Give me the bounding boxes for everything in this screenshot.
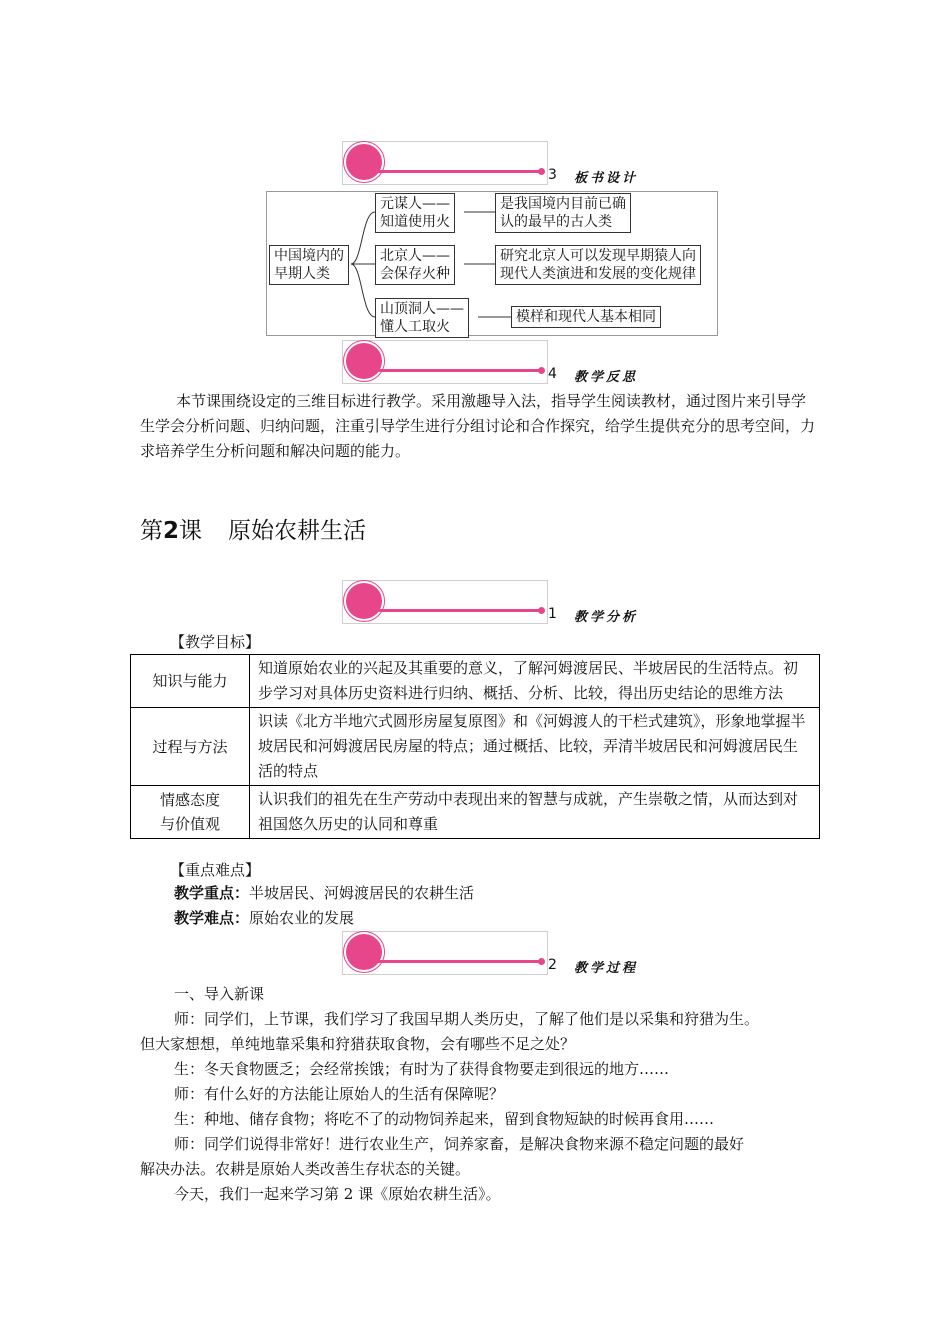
goals-heading: 【教学目标】 xyxy=(170,633,261,651)
key-point: 教学重点：半坡居民、河姆渡居民的农耕生活 xyxy=(174,884,475,902)
lesson-title: 第2课 原始农耕生活 xyxy=(140,518,367,544)
section-label: 教学分析 xyxy=(574,610,639,625)
goal-key: 情感态度 与价值观 xyxy=(131,786,250,839)
section-header-board-design xyxy=(342,141,639,186)
table-row xyxy=(131,786,820,839)
goal-key: 过程与方法 xyxy=(131,708,250,786)
goal-text: 知道原始农业的兴起及其重要的意义，了解河姆渡居民、半坡居民的生活特点。初步学习对具体历史资料进行归纳、概括、分析、比较，得出历史结论的思维方法 xyxy=(250,655,820,708)
diagram-root: 中国境内的 早期人类 xyxy=(269,245,349,285)
section-number: 4 xyxy=(548,366,557,382)
section-number: 3 xyxy=(548,167,557,183)
goal-text: 认识我们的祖先在生产劳动中表现出来的智慧与成就，产生崇敬之情，从而达到对祖国悠久历史的认同和尊重 xyxy=(250,786,820,839)
goals-table xyxy=(130,654,820,839)
dialogue-line: 生：种地、储存食物；将吃不了的动物饲养起来，留到食物短缺的时候再食用…… xyxy=(174,1110,715,1128)
reflection-paragraph: 本节课围绕设定的三维目标进行教学。采用激趣导入法，指导学生阅读教材，通过图片来引导学生学会分析问题、归纳问题，注重引导学生进行分组讨论和合作探究，给学生提供充分的思考空间，力求培养学生分析问题和解决问题的能力。 xyxy=(140,392,816,460)
diagram-branch-yuanmou: 元谋人—— 知道使用火 xyxy=(375,193,455,233)
dialogue-line: 今天，我们一起来学习第 2 课《原始农耕生活》。 xyxy=(174,1185,501,1203)
diagram-branch-shandingdong: 山顶洞人—— 懂人工取火 xyxy=(375,298,469,338)
goal-key: 知识与能力 xyxy=(131,655,250,708)
section-number: 2 xyxy=(548,957,557,973)
dialogue-line: 生：冬天食物匮乏；会经常挨饿；有时为了获得食物要走到很远的地方…… xyxy=(174,1060,670,1078)
diagram-branch-beijing: 北京人—— 会保存火种 xyxy=(375,245,455,285)
dialogue-line: 师：同学们说得非常好！进行农业生产，饲养家畜，是解决食物来源不稳定问题的最好 xyxy=(174,1135,745,1153)
key-points-heading: 【重点难点】 xyxy=(170,861,261,879)
dialogue-line: 但大家想想，单纯地靠采集和狩猎获取食物，会有哪些不足之处？ xyxy=(140,1035,576,1053)
difficult-point: 教学难点：原始农业的发展 xyxy=(174,909,355,927)
section-header-analysis xyxy=(342,580,639,625)
goal-text: 识读《北方半地穴式圆形房屋复原图》和《河姆渡人的干栏式建筑》，形象地掌握半坡居民和河姆渡居民房屋的特点；通过概括、比较，弄清半坡居民和河姆渡居民生活的特点 xyxy=(250,708,820,786)
dialogue-line: 解决办法。农耕是原始人类改善生存状态的关键。 xyxy=(140,1160,471,1178)
board-design-diagram xyxy=(266,191,718,336)
section-header-reflection xyxy=(342,340,639,385)
dialogue-line: 师：同学们，上节课，我们学习了我国早期人类历史，了解了他们是以采集和狩猎为生。 xyxy=(174,1010,760,1028)
section-label: 教学反思 xyxy=(574,370,639,385)
section-header-process xyxy=(342,931,639,976)
section-label: 教学过程 xyxy=(574,961,639,976)
section-label: 板书设计 xyxy=(574,171,639,186)
intro-heading: 一、导入新课 xyxy=(174,985,265,1003)
diagram-detail-shandingdong: 模样和现代人基本相同 xyxy=(511,306,661,328)
section-number: 1 xyxy=(548,606,557,622)
table-row xyxy=(131,655,820,708)
diagram-detail-beijing: 研究北京人可以发现早期猿人向 现代人类演进和发展的变化规律 xyxy=(495,245,701,285)
dialogue-line: 师：有什么好的方法能让原始人的生活有保障呢？ xyxy=(174,1085,505,1103)
diagram-detail-yuanmou: 是我国境内目前已确 认的最早的古人类 xyxy=(495,193,631,233)
table-row xyxy=(131,708,820,786)
